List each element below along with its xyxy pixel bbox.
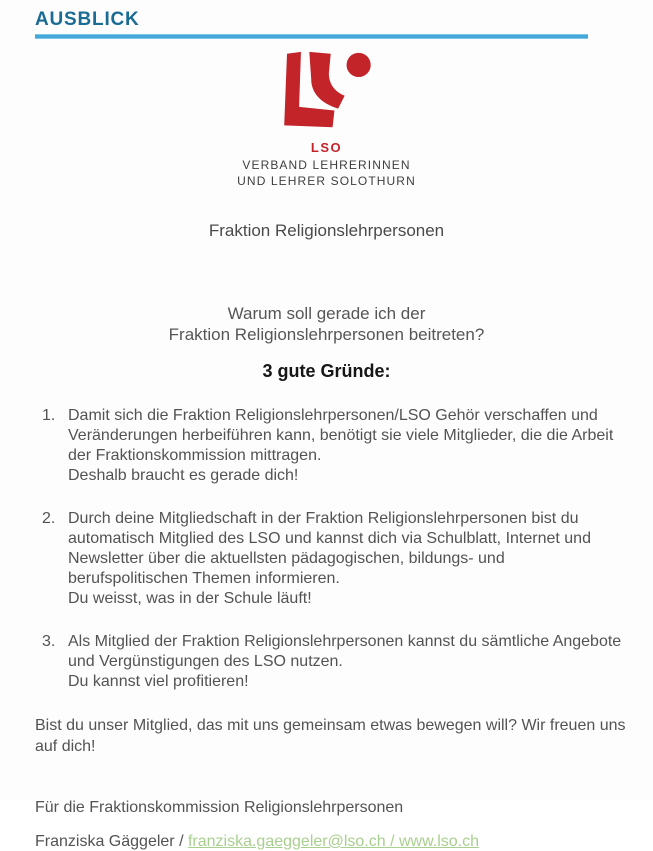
reason-text: Durch deine Mitgliedschaft in der Fraktion Religionslehrpersonen bist du automatisch Mitglied des LSO und kannst dich via Schulblatt, Internet und Newsletter über die aktuellsten pädagogischen, bildungs- und berufspolitischen Themen informieren. xyxy=(68,510,591,587)
signoff-paragraph: Für die Fraktionskommission Religionslehrpersonen xyxy=(35,799,404,816)
email-link[interactable]: franziska.gaeggeler@lso.ch xyxy=(187,833,386,850)
lso-logo-icon xyxy=(280,51,374,131)
reason-tagline: Du weisst, was in der Schule läuft! xyxy=(68,590,312,607)
intro-line1: Warum soll gerade ich der xyxy=(227,304,426,323)
doc-title: Fraktion Religionslehrpersonen xyxy=(208,221,445,240)
signature-name: Franziska Gäggeler / xyxy=(35,833,188,850)
closing-paragraph: Bist du unser Mitglied, das mit uns gemeinsam etwas bewegen will? Wir freuen uns auf dich! xyxy=(35,717,626,755)
logo-abbr: LSO xyxy=(310,140,343,155)
reasons-list xyxy=(0,406,653,692)
reason-tagline: Deshalb braucht es gerade dich! xyxy=(68,467,299,484)
reason-number: 1. xyxy=(42,407,56,424)
signature-line xyxy=(0,833,653,851)
reason-body xyxy=(68,632,625,692)
logo-caption-line1: VERBAND LEHRERINNEN xyxy=(242,158,411,172)
reason-text: Damit sich die Fraktion Religionslehrpersonen/LSO Gehör verschaffen und Veränderungen herbeiführen kann, benötigt sie viele Mitglieder, die die Arbeit der Fraktionskommission mittragen. xyxy=(68,407,614,464)
logo-block xyxy=(0,51,653,189)
reason-number: 3. xyxy=(42,633,56,650)
section-title: AUSBLICK xyxy=(35,9,140,30)
reason-body xyxy=(68,509,625,609)
page-header xyxy=(0,0,653,39)
reasons-heading: 3 gute Gründe: xyxy=(262,361,391,381)
reason-item-1 xyxy=(42,406,625,486)
reason-tagline: Du kannst viel profitieren! xyxy=(68,673,249,690)
reason-number: 2. xyxy=(42,510,56,527)
intro-line2: Fraktion Religionslehrpersonen beitreten? xyxy=(168,325,485,344)
reason-body xyxy=(68,406,625,486)
intro-question xyxy=(0,303,653,345)
logo-caption xyxy=(0,157,653,189)
reason-item-3 xyxy=(42,632,625,692)
logo-caption-line2: UND LEHRER SOLOTHURN xyxy=(237,174,416,188)
header-divider xyxy=(35,34,588,39)
reason-text: Als Mitglied der Fraktion Religionslehrpersonen kannst du sämtliche Angebote und Vergünstigungen des LSO nutzen. xyxy=(68,633,622,670)
link-separator: / xyxy=(385,833,399,850)
reason-item-2 xyxy=(42,509,625,609)
website-link[interactable]: www.lso.ch xyxy=(398,833,480,850)
